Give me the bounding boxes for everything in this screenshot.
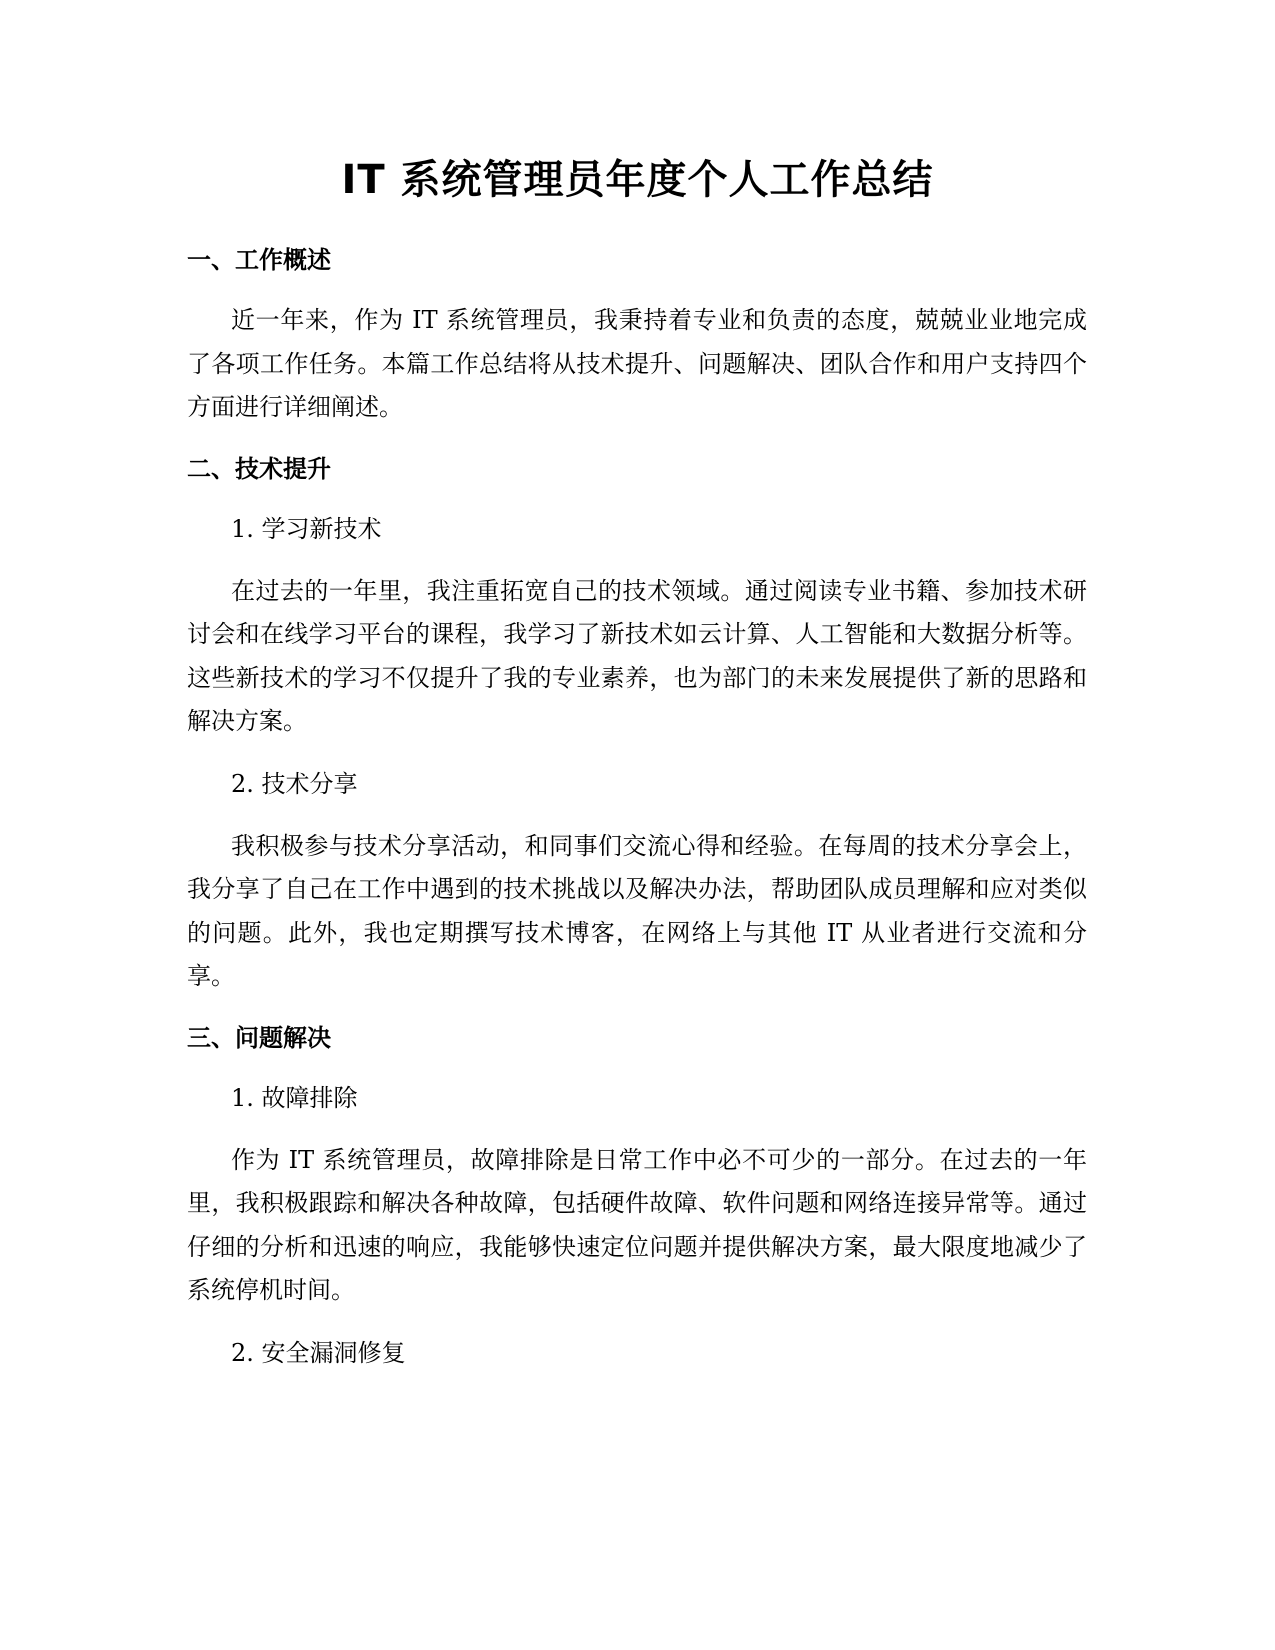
sharing-paragraph: 我积极参与技术分享活动，和同事们交流心得和经验。在每周的技术分享会上，我分享了自己在工作中遇到的技术挑战以及解决办法，帮助团队成员理解和应对类似的问题。此外，我也定期撰写技术博客，在网络上与其他 IT 从业者进行交流和分享。 <box>187 831 1087 990</box>
section-heading-problems: 三、问题解决 <box>187 1023 331 1052</box>
subsection-title-security: 2. 安全漏洞修复 <box>231 1338 406 1367</box>
subsection-title-sharing: 2. 技术分享 <box>231 769 358 798</box>
overview-paragraph: 近一年来，作为 IT 系统管理员，我秉持着专业和负责的态度，兢兢业业地完成了各项工作任务。本篇工作总结将从技术提升、问题解决、团队合作和用户支持四个方面进行详细阐述。 <box>187 306 1087 421</box>
document-body <box>187 240 1087 1373</box>
document-title: IT 系统管理员年度个人工作总结 <box>341 157 934 203</box>
subsection-title-learning: 1. 学习新技术 <box>231 514 382 543</box>
troubleshooting-paragraph: 作为 IT 系统管理员，故障排除是日常工作中必不可少的一部分。在过去的一年里，我积极跟踪和解决各种故障，包括硬件故障、软件问题和网络连接异常等。通过仔细的分析和迅速的响应，我能够快速定位问题并提供解决方案，最大限度地减少了系统停机时间。 <box>187 1145 1087 1304</box>
subsection-title-troubleshooting: 1. 故障排除 <box>231 1083 358 1112</box>
section-heading-overview: 一、工作概述 <box>187 246 331 274</box>
learning-paragraph: 在过去的一年里，我注重拓宽自己的技术领域。通过阅读专业书籍、参加技术研讨会和在线学习平台的课程，我学习了新技术如云计算、人工智能和大数据分析等。这些新技术的学习不仅提升了我的专业素养，也为部门的未来发展提供了新的思路和解决方案。 <box>187 576 1087 735</box>
section-heading-tech: 二、技术提升 <box>187 454 331 483</box>
